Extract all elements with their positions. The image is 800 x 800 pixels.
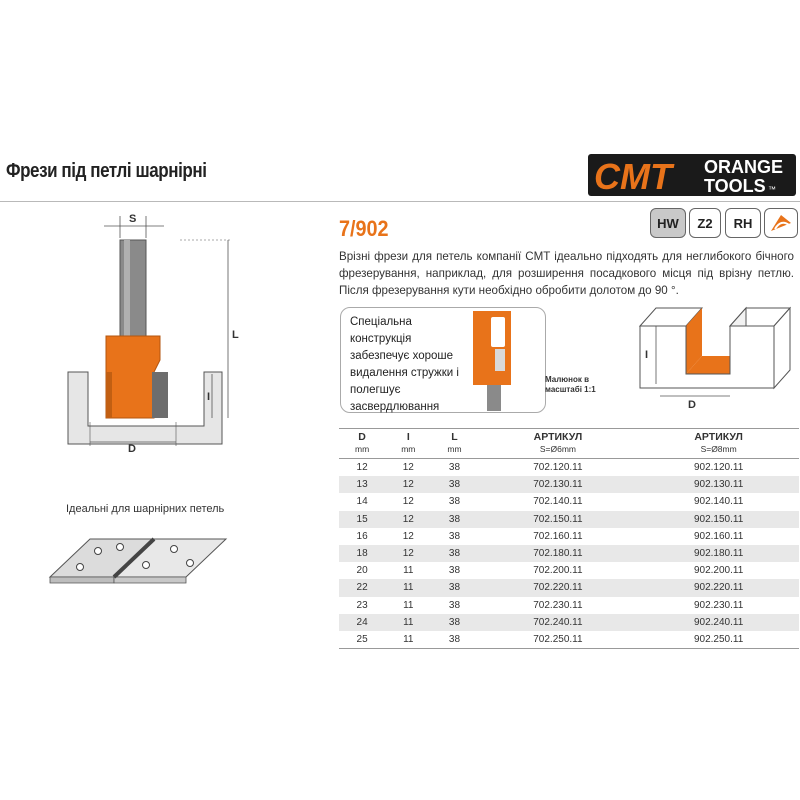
table-cell: 702.200.11 <box>533 565 583 577</box>
table-cell: 11 <box>403 599 414 611</box>
table-cell: 18 <box>339 545 385 562</box>
table-cell: 38 <box>448 496 461 508</box>
table-row <box>339 459 799 477</box>
scale-note: Малюнок в масштабі 1:1 <box>545 375 596 394</box>
table-cell: 15 <box>339 511 385 528</box>
table-cell: 22 <box>339 579 385 596</box>
table-cell: 902.220.11 <box>638 579 799 596</box>
table-cell: 702.140.11 <box>533 496 583 508</box>
table-cell: 38 <box>431 476 477 493</box>
ideal-for-hinges-label: Ідеальні для шарнірних петель <box>66 503 225 515</box>
table-row <box>339 493 799 510</box>
table-cell: 702.120.11 <box>533 462 583 474</box>
table-row <box>339 476 799 493</box>
table-cell: 12 <box>402 462 414 474</box>
table-cell: 702.130.11 <box>478 476 639 493</box>
table-cell: 25 <box>339 631 385 649</box>
header-d: D mm <box>339 429 385 459</box>
table-cell: 38 <box>448 530 461 542</box>
header-l: L mm <box>431 429 477 459</box>
header-article-6mm: АРТИКУЛ S=Ø6mm <box>478 429 639 459</box>
table-cell: 14 <box>356 496 368 508</box>
table-cell: 12 <box>356 462 368 474</box>
table-row <box>339 528 799 545</box>
rh-badge: RH <box>725 208 761 238</box>
table-cell: 702.240.11 <box>478 614 639 631</box>
dim-l-label: L <box>232 329 239 341</box>
logo-line1: ORANGE <box>704 157 784 177</box>
table-cell: 38 <box>431 511 477 528</box>
table-cell: 38 <box>431 545 477 562</box>
spec-table <box>339 428 799 649</box>
table-cell: 902.140.11 <box>693 496 744 508</box>
z2-badge: Z2 <box>689 208 721 238</box>
table-cell: 902.150.11 <box>638 511 799 528</box>
table-cell: 38 <box>448 565 461 577</box>
table-cell: 702.250.11 <box>478 631 639 649</box>
rotation-direction-icon <box>764 208 798 238</box>
table-cell: 12 <box>402 496 414 508</box>
profile-i-label: I <box>645 349 649 361</box>
dim-s-label: S <box>129 213 137 225</box>
table-row <box>339 545 799 562</box>
table-row <box>339 631 799 649</box>
hw-badge: HW <box>650 208 686 238</box>
table-cell: 902.200.11 <box>693 565 744 577</box>
groove-profile-drawing <box>630 298 795 410</box>
table-row <box>339 511 799 528</box>
table-cell: 11 <box>385 614 431 631</box>
logo-mark: CMT <box>594 156 672 196</box>
table-cell: 12 <box>385 545 431 562</box>
table-cell: 702.180.11 <box>478 545 639 562</box>
table-row <box>339 562 799 579</box>
header-divider <box>0 201 800 202</box>
table-cell: 38 <box>431 614 477 631</box>
dim-d-label: D <box>128 443 136 452</box>
dim-i-label: I <box>207 391 211 403</box>
table-cell: 23 <box>356 599 368 611</box>
table-cell: 24 <box>339 614 385 631</box>
table-cell: 902.250.11 <box>638 631 799 649</box>
cmt-orange-tools-logo <box>588 154 796 196</box>
table-cell: 38 <box>448 599 461 611</box>
table-cell: 702.230.11 <box>533 599 583 611</box>
table-cell: 12 <box>385 511 431 528</box>
table-cell: 11 <box>403 565 414 577</box>
product-code: 7/902 <box>339 216 389 241</box>
table-cell: 902.120.11 <box>693 462 744 474</box>
table-cell: 902.130.11 <box>638 476 799 493</box>
table-row <box>339 579 799 596</box>
logo-tm: ™ <box>768 185 776 194</box>
page-title: Фрези під петлі шарнірні <box>6 160 207 182</box>
table-cell: 702.150.11 <box>478 511 639 528</box>
table-cell: 38 <box>431 579 477 596</box>
table-cell: 902.240.11 <box>638 614 799 631</box>
table-cell: 702.220.11 <box>478 579 639 596</box>
bit-dimension-drawing <box>60 212 250 452</box>
table-cell: 11 <box>385 631 431 649</box>
table-row <box>339 597 799 614</box>
logo-line2: TOOLS <box>704 176 766 196</box>
table-cell: 16 <box>356 530 368 542</box>
table-cell: 13 <box>339 476 385 493</box>
table-cell: 12 <box>402 530 414 542</box>
header-article-8mm: АРТИКУЛ S=Ø8mm <box>638 429 799 459</box>
table-cell: 902.180.11 <box>638 545 799 562</box>
table-cell: 11 <box>385 579 431 596</box>
hinge-illustration <box>40 525 240 595</box>
profile-d-label: D <box>688 399 696 410</box>
table-row <box>339 614 799 631</box>
spec-header-row <box>339 429 799 459</box>
product-description: Врізні фрези для петель компанії CMT ідеально підходять для неглибокого бічного фрезерування, наприклад, для розширення посадкового місця під врізну петлю. Після фрезерування кути необхідно обробити долотом до 90 °. <box>339 250 794 297</box>
bit-closeup-image <box>465 307 545 411</box>
table-cell: 38 <box>448 462 461 474</box>
feature-callout-text: Спеціальна конструкція забезпечує хороше видалення стружки і полегшує засвердлювання <box>350 316 459 413</box>
header-i: I mm <box>385 429 431 459</box>
table-cell: 902.160.11 <box>693 530 744 542</box>
table-cell: 702.160.11 <box>533 530 583 542</box>
table-cell: 20 <box>356 565 368 577</box>
table-cell: 902.230.11 <box>693 599 744 611</box>
table-cell: 38 <box>431 631 477 649</box>
table-cell: 12 <box>385 476 431 493</box>
